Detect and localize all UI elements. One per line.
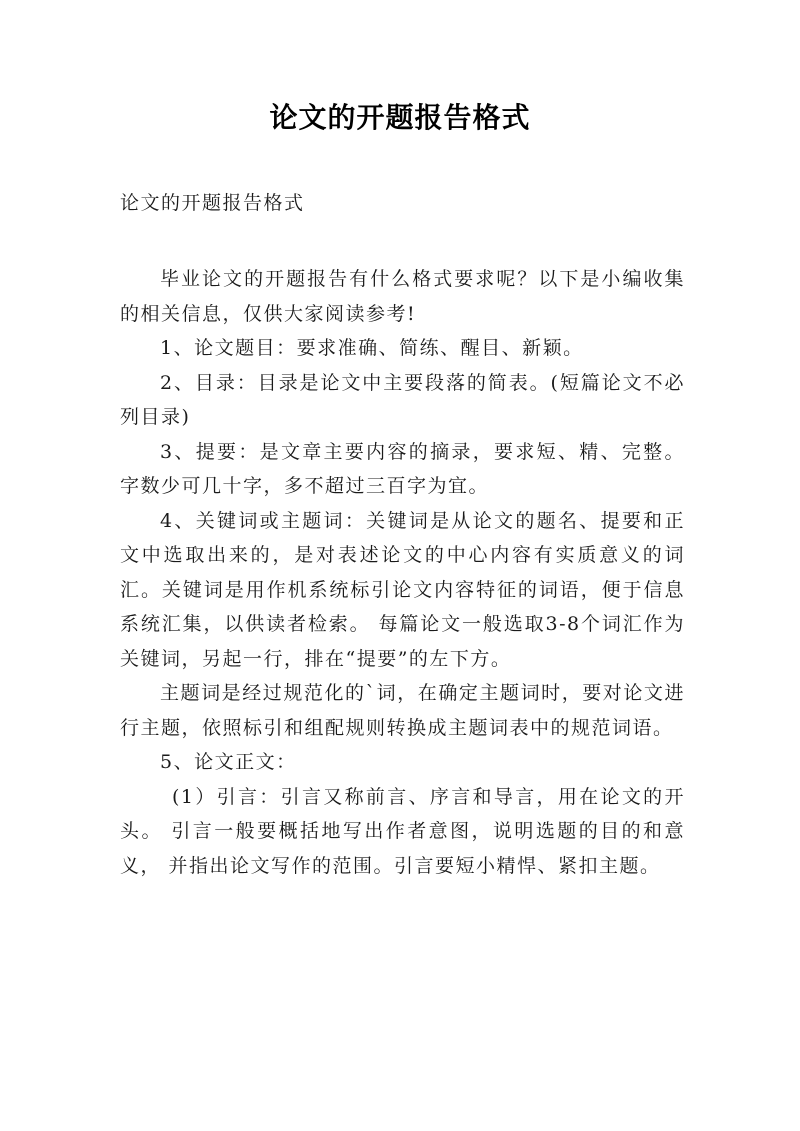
section-title-paragraph: 1、论文题目：要求准确、简练、醒目、新颖。 [160, 337, 584, 359]
document-body [120, 262, 685, 883]
introduction-paragraph: (1）引言：引言又称前言、序言和导言，用在论文的开头。 引言一般要概括地写出作者意图，说明选题的目的和意义， 并指出论文写作的范围。引言要短小精悍、紧扣主题。 [120, 785, 685, 877]
section-body-heading: 5、论文正文： [160, 751, 297, 773]
intro-paragraph: 毕业论文的开题报告有什么格式要求呢？以下是小编收集的相关信息，仅供大家阅读参考! [120, 268, 685, 325]
section-keywords-paragraph: 4、关键词或主题词：关键词是从论文的题名、提要和正文中选取出来的，是对表述论文的中心内容有实质意义的词汇。关键词是用作机系统标引论文内容特征的词语，便于信息系统汇集，以供读者检索。 每篇论文一般选取3-8个词汇作为关键词，另起一行，排在“提要”的左下方。 [120, 509, 685, 670]
document-subtitle: 论文的开题报告格式 [120, 192, 305, 214]
section-abstract-paragraph: 3、提要：是文章主要内容的摘录，要求短、精、完整。字数少可几十字，多不超过三百字为宜。 [120, 440, 685, 497]
document-title: 论文的开题报告格式 [269, 101, 531, 134]
section-contents-paragraph: 2、目录：目录是论文中主要段落的简表。(短篇论文不必列目录) [120, 371, 685, 428]
subject-terms-paragraph: 主题词是经过规范化的`词，在确定主题词时，要对论文进行主题，依照标引和组配规则转换成主题词表中的规范词语。 [120, 682, 685, 739]
